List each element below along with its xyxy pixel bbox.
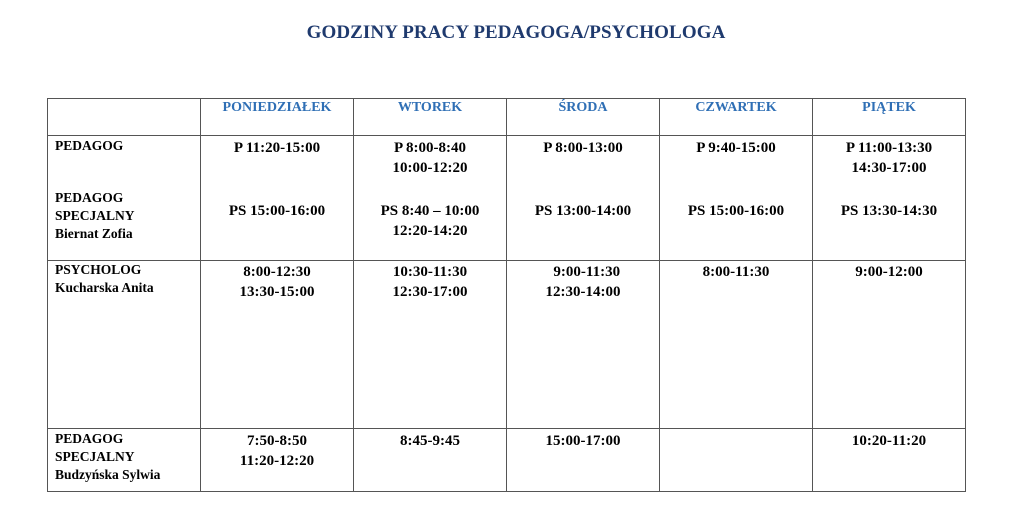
- hours-line: 15:00-17:00: [545, 433, 621, 449]
- corner-cell: [48, 99, 201, 136]
- role-name: SPECJALNY: [55, 208, 135, 223]
- hours-line: 8:00-12:30: [243, 264, 311, 280]
- hours-line: 9:00-12:00: [855, 264, 923, 280]
- day-header-wednesday: ŚRODA: [507, 99, 660, 136]
- hours-cell: [201, 261, 354, 429]
- hours-line: PS 8:40 – 10:00: [380, 203, 480, 219]
- hours-cell: [813, 261, 966, 429]
- hours-line: 9:00-11:30: [545, 264, 621, 280]
- day-header-monday: PONIEDZIAŁEK: [201, 99, 354, 136]
- role-name: SPECJALNY: [55, 449, 135, 464]
- hours-line: 12:30-17:00: [392, 284, 468, 300]
- hours-line: 10:20-11:20: [851, 433, 927, 449]
- hours-cell: [813, 136, 966, 261]
- day-header-friday: PIĄTEK: [813, 99, 966, 136]
- page-title: GODZINY PRACY PEDAGOGA/PSYCHOLOGA: [306, 22, 726, 43]
- role-cell: [48, 261, 201, 429]
- hours-line: 13:30-15:00: [239, 284, 315, 300]
- role-name: PSYCHOLOG: [55, 262, 142, 277]
- hours-cell: [813, 429, 966, 492]
- hours-cell: [354, 136, 507, 261]
- hours-line: PS 13:30-14:30: [840, 203, 938, 219]
- hours-line: 10:00-12:20: [392, 160, 468, 176]
- person-name: Kucharska Anita: [55, 280, 154, 295]
- role-name: PEDAGOG: [55, 138, 124, 153]
- role-name: PEDAGOG: [55, 431, 124, 446]
- hours-cell: [507, 136, 660, 261]
- day-header-thursday: CZWARTEK: [660, 99, 813, 136]
- hours-line: 12:20-14:20: [392, 223, 468, 239]
- hours-cell: [354, 429, 507, 492]
- role-cell: [48, 429, 201, 492]
- hours-cell: [660, 429, 813, 492]
- hours-cell: [660, 136, 813, 261]
- hours-cell: [354, 261, 507, 429]
- hours-cell: [660, 261, 813, 429]
- hours-cell: [507, 261, 660, 429]
- hours-line: 11:20-12:20: [239, 453, 315, 469]
- table-row: [48, 136, 966, 261]
- hours-line: 12:30-14:00: [545, 284, 621, 300]
- hours-cell: [201, 136, 354, 261]
- role-cell: [48, 136, 201, 261]
- role-name: PEDAGOG: [55, 190, 124, 205]
- hours-line: 7:50-8:50: [247, 433, 307, 449]
- hours-line: PS 15:00-16:00: [228, 203, 326, 219]
- hours-line: P 11:00-13:30: [845, 140, 933, 156]
- hours-line: 8:00-11:30: [702, 264, 770, 280]
- table-row: [48, 429, 966, 492]
- table-row: [48, 261, 966, 429]
- hours-line: P 8:00-13:00: [543, 140, 623, 156]
- hours-line: 8:45-9:45: [400, 433, 460, 449]
- person-name: Budzyńska Sylwia: [55, 467, 161, 482]
- hours-line: P 11:20-15:00: [233, 140, 321, 156]
- day-header-tuesday: WTOREK: [354, 99, 507, 136]
- person-name: Biernat Zofia: [55, 226, 133, 241]
- hours-line: PS 15:00-16:00: [687, 203, 785, 219]
- hours-line: 14:30-17:00: [851, 160, 927, 176]
- hours-line: PS 13:00-14:00: [534, 203, 632, 219]
- hours-cell: [201, 429, 354, 492]
- hours-line: P 8:00-8:40: [393, 140, 467, 156]
- hours-cell: [507, 429, 660, 492]
- schedule-table: [47, 98, 966, 492]
- hours-line: P 9:40-15:00: [696, 140, 776, 156]
- header-row: [48, 99, 966, 136]
- hours-line: 10:30-11:30: [392, 264, 468, 280]
